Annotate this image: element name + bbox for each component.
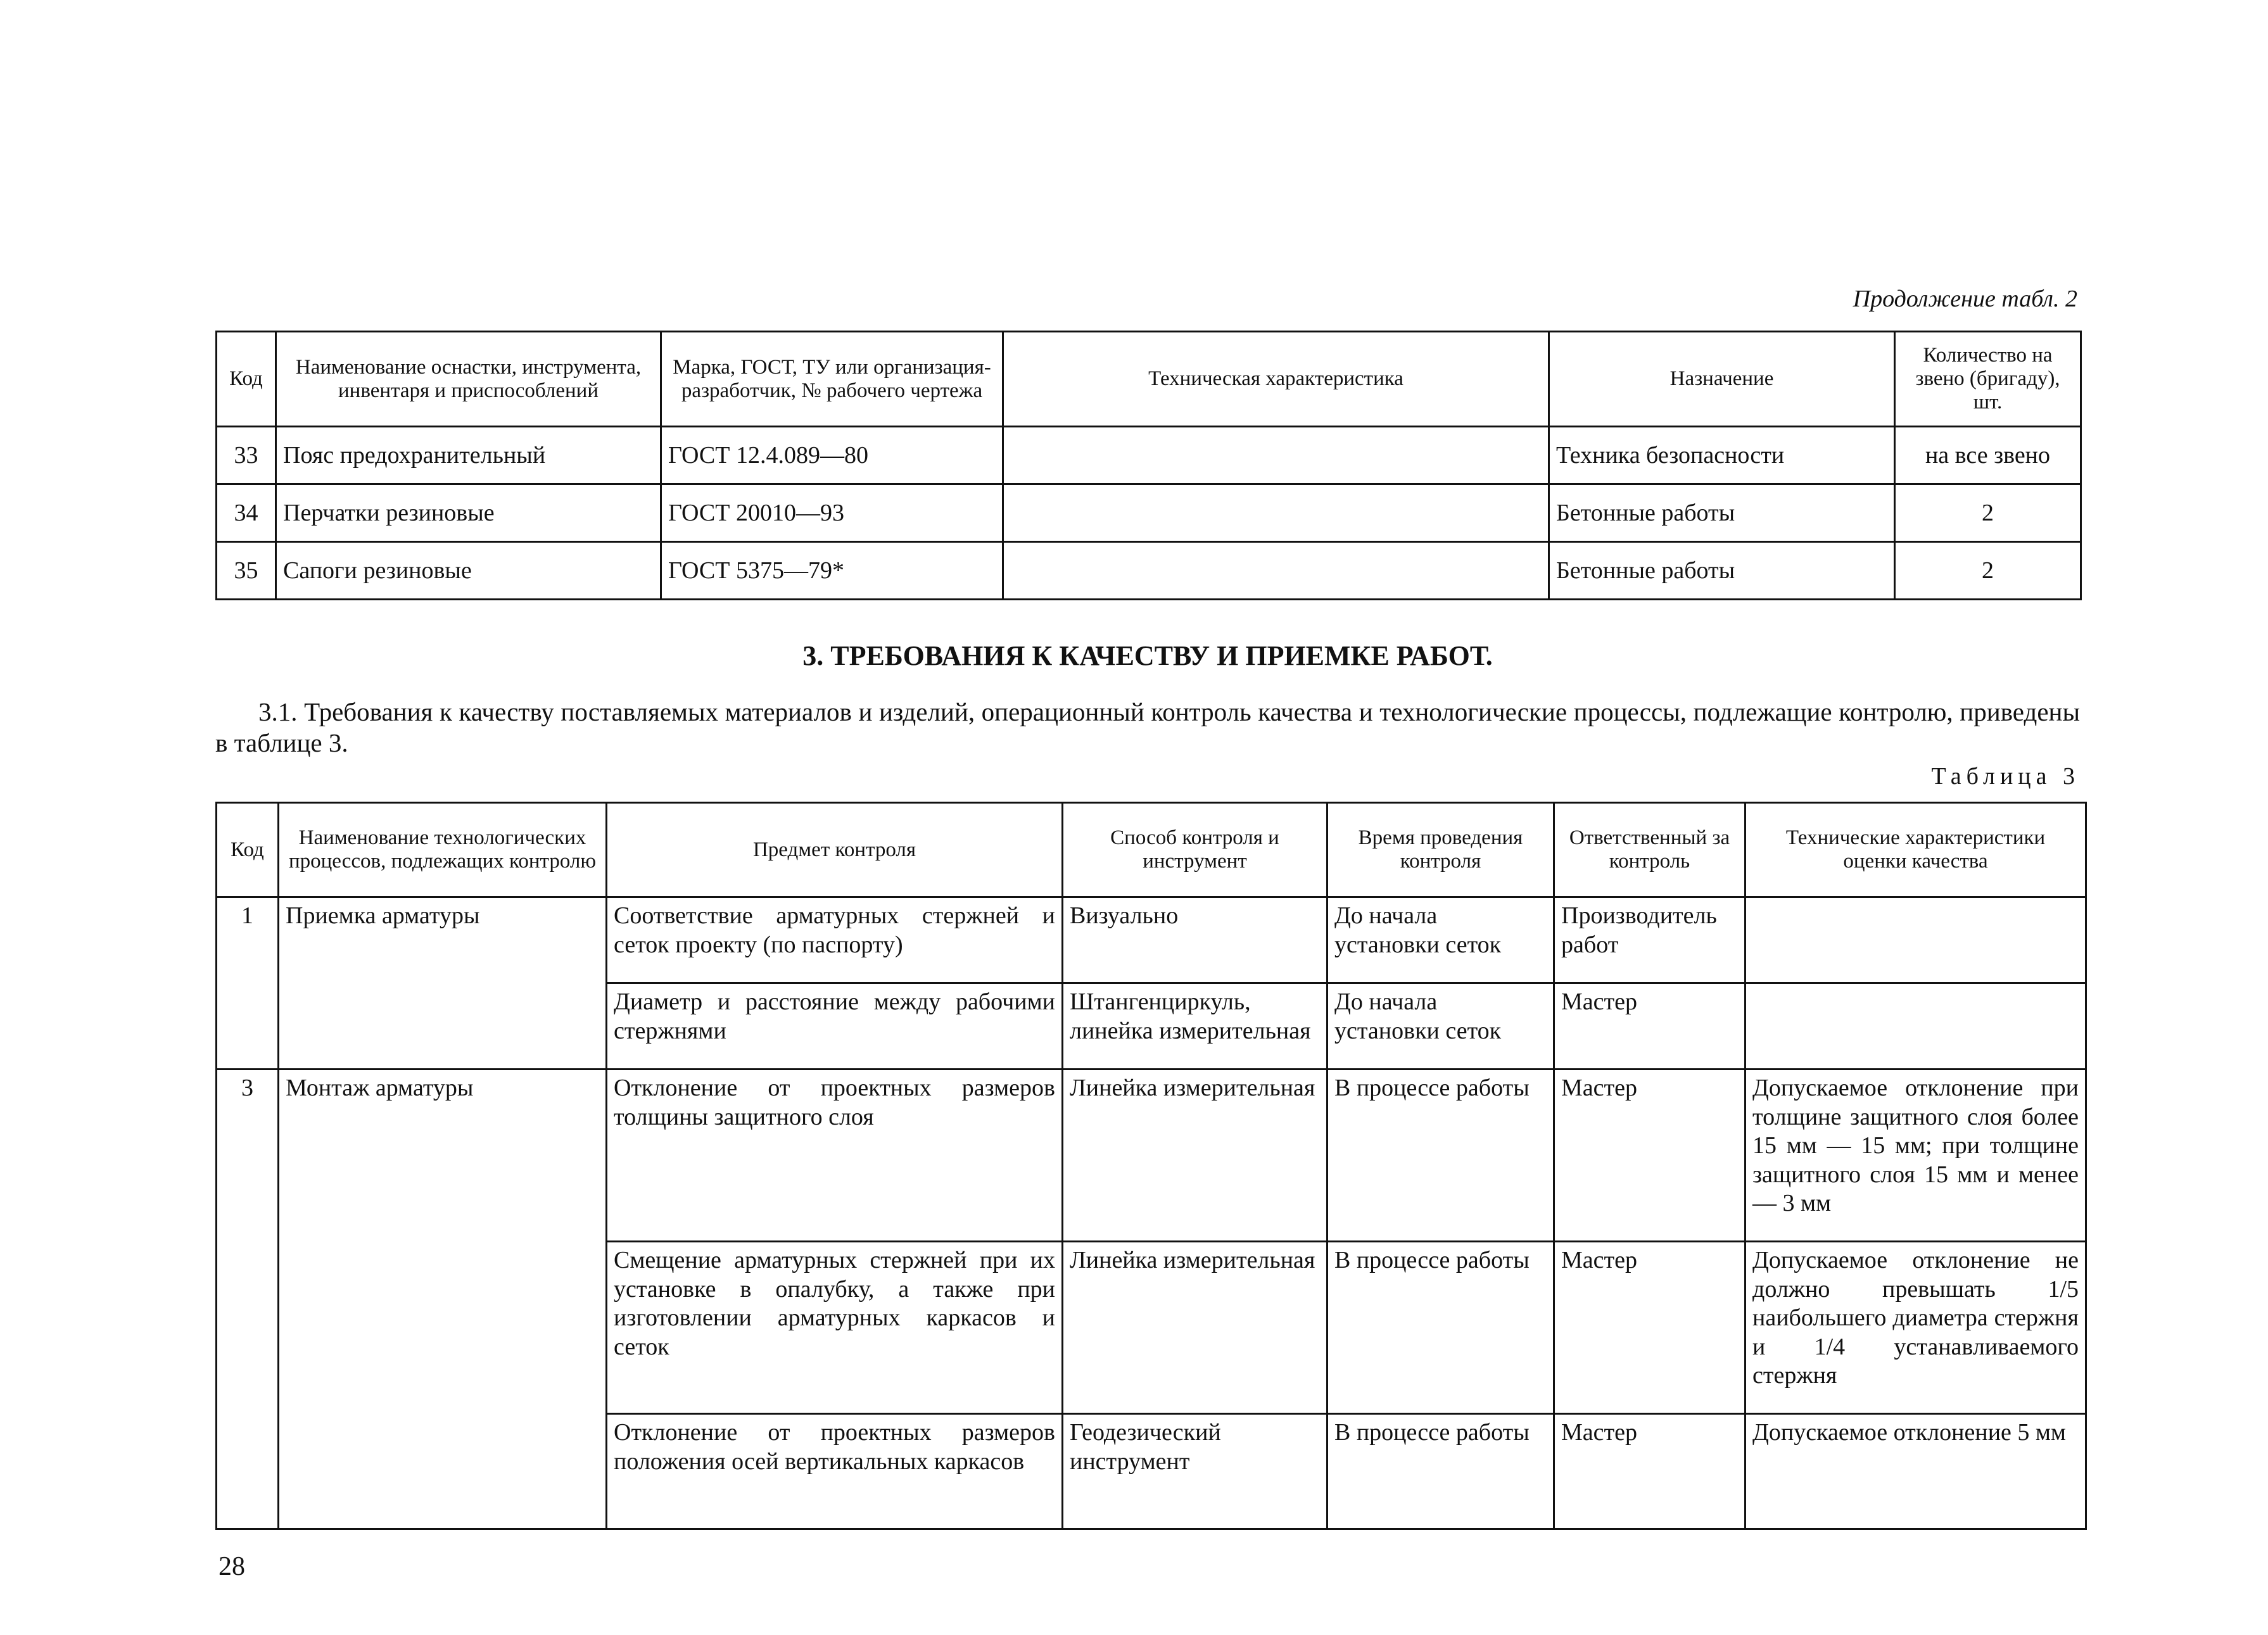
cell-qty: на все звено — [1895, 427, 2081, 484]
cell-subject: Смещение арматурных стержней при их установке в опалубку, а также при изготовлении арматурных каркасов и сеток — [607, 1242, 1063, 1414]
cell-quality — [1745, 983, 2086, 1070]
paragraph-text: 3.1. Требования к качеству поставляемых материалов и изделий, операционный контроль качества и технологические процессы, подлежащие контролю, приведены в таблице 3. — [215, 697, 2080, 758]
cell-mark: ГОСТ 12.4.089—80 — [661, 427, 1003, 484]
cell-responsible: Мастер — [1554, 1414, 1745, 1529]
cell-responsible: Производитель работ — [1554, 897, 1745, 983]
cell-subject: Отклонение от проектных размеров положения осей вертикальных каркасов — [607, 1414, 1063, 1529]
cell-tech — [1003, 427, 1549, 484]
cell-time: До начала установки сеток — [1327, 983, 1554, 1070]
cell-code: 33 — [217, 427, 276, 484]
cell-mark: ГОСТ 20010—93 — [661, 484, 1003, 542]
cell-purpose: Бетонные работы — [1549, 484, 1895, 542]
cell-time: До начала установки сеток — [1327, 897, 1554, 983]
header-code: Код — [217, 803, 279, 897]
table-caption: Таблица 3 — [1931, 763, 2080, 790]
cell-code: 1 — [217, 897, 279, 1070]
section-title: 3. ТРЕБОВАНИЯ К КАЧЕСТВУ И ПРИЕМКЕ РАБОТ. — [802, 640, 1493, 671]
cell-name: Пояс предохранительный — [276, 427, 661, 484]
cell-code: 34 — [217, 484, 276, 542]
header-qty: Количество на звено (бригаду), шт. — [1895, 332, 2081, 427]
body-paragraph — [215, 697, 2080, 759]
cell-quality — [1745, 897, 2086, 983]
cell-name: Сапоги резиновые — [276, 542, 661, 600]
page-number: 28 — [219, 1552, 245, 1581]
cell-quality: Допускаемое отклонение при толщине защитного слоя более 15 мм — 15 мм; при толщине защитного слоя 15 мм и менее — 3 мм — [1745, 1070, 2086, 1242]
cell-code: 35 — [217, 542, 276, 600]
cell-method: Визуально — [1063, 897, 1327, 983]
header-process: Наименование технологических процессов, подлежащих контролю — [279, 803, 607, 897]
cell-time: В процессе работы — [1327, 1242, 1554, 1414]
cell-tech — [1003, 542, 1549, 600]
cell-method: Линейка измерительная — [1063, 1070, 1327, 1242]
header-code: Код — [217, 332, 276, 427]
cell-process: Приемка арматуры — [279, 897, 607, 1070]
cell-purpose: Техника безопасности — [1549, 427, 1895, 484]
cell-subject: Отклонение от проектных размеров толщины защитного слоя — [607, 1070, 1063, 1242]
equipment-table-header — [217, 332, 2081, 427]
cell-time: В процессе работы — [1327, 1414, 1554, 1529]
cell-responsible: Мастер — [1554, 1242, 1745, 1414]
header-name: Наименование оснастки, инструмента, инвентаря и приспособлений — [276, 332, 661, 427]
quality-control-table — [215, 802, 2087, 1530]
header-method: Способ контроля и инструмент — [1063, 803, 1327, 897]
table-row — [217, 542, 2081, 600]
cell-qty: 2 — [1895, 542, 2081, 600]
table-row — [217, 427, 2081, 484]
cell-quality: Допускаемое отклонение 5 мм — [1745, 1414, 2086, 1529]
header-tech: Техническая характеристика — [1003, 332, 1549, 427]
cell-method: Штангенциркуль, линейка измерительная — [1063, 983, 1327, 1070]
table-continuation-label: Продолжение табл. 2 — [1853, 286, 2077, 312]
cell-code: 3 — [217, 1070, 279, 1529]
cell-purpose: Бетонные работы — [1549, 542, 1895, 600]
header-mark: Марка, ГОСТ, ТУ или организация-разработчик, № рабочего чертежа — [661, 332, 1003, 427]
header-quality: Технические характеристики оценки качества — [1745, 803, 2086, 897]
header-time: Время проведения контроля — [1327, 803, 1554, 897]
cell-tech — [1003, 484, 1549, 542]
cell-quality: Допускаемое отклонение не должно превышать 1/5 наибольшего диаметра стержня и 1/4 устанавливаемого стержня — [1745, 1242, 2086, 1414]
header-purpose: Назначение — [1549, 332, 1895, 427]
quality-table-header — [217, 803, 2086, 897]
cell-subject: Соответствие арматурных стержней и сеток проекту (по паспорту) — [607, 897, 1063, 983]
cell-process: Монтаж арматуры — [279, 1070, 607, 1529]
cell-method: Геодезический инструмент — [1063, 1414, 1327, 1529]
cell-responsible: Мастер — [1554, 1070, 1745, 1242]
cell-subject: Диаметр и расстояние между рабочими стержнями — [607, 983, 1063, 1070]
cell-time: В процессе работы — [1327, 1070, 1554, 1242]
cell-method: Линейка измерительная — [1063, 1242, 1327, 1414]
table-row — [217, 897, 2086, 983]
table-row — [217, 1070, 2086, 1242]
cell-qty: 2 — [1895, 484, 2081, 542]
equipment-table — [215, 331, 2082, 600]
table-row — [217, 484, 2081, 542]
cell-mark: ГОСТ 5375—79* — [661, 542, 1003, 600]
cell-name: Перчатки резиновые — [276, 484, 661, 542]
cell-responsible: Мастер — [1554, 983, 1745, 1070]
header-responsible: Ответственный за контроль — [1554, 803, 1745, 897]
header-subject: Предмет контроля — [607, 803, 1063, 897]
